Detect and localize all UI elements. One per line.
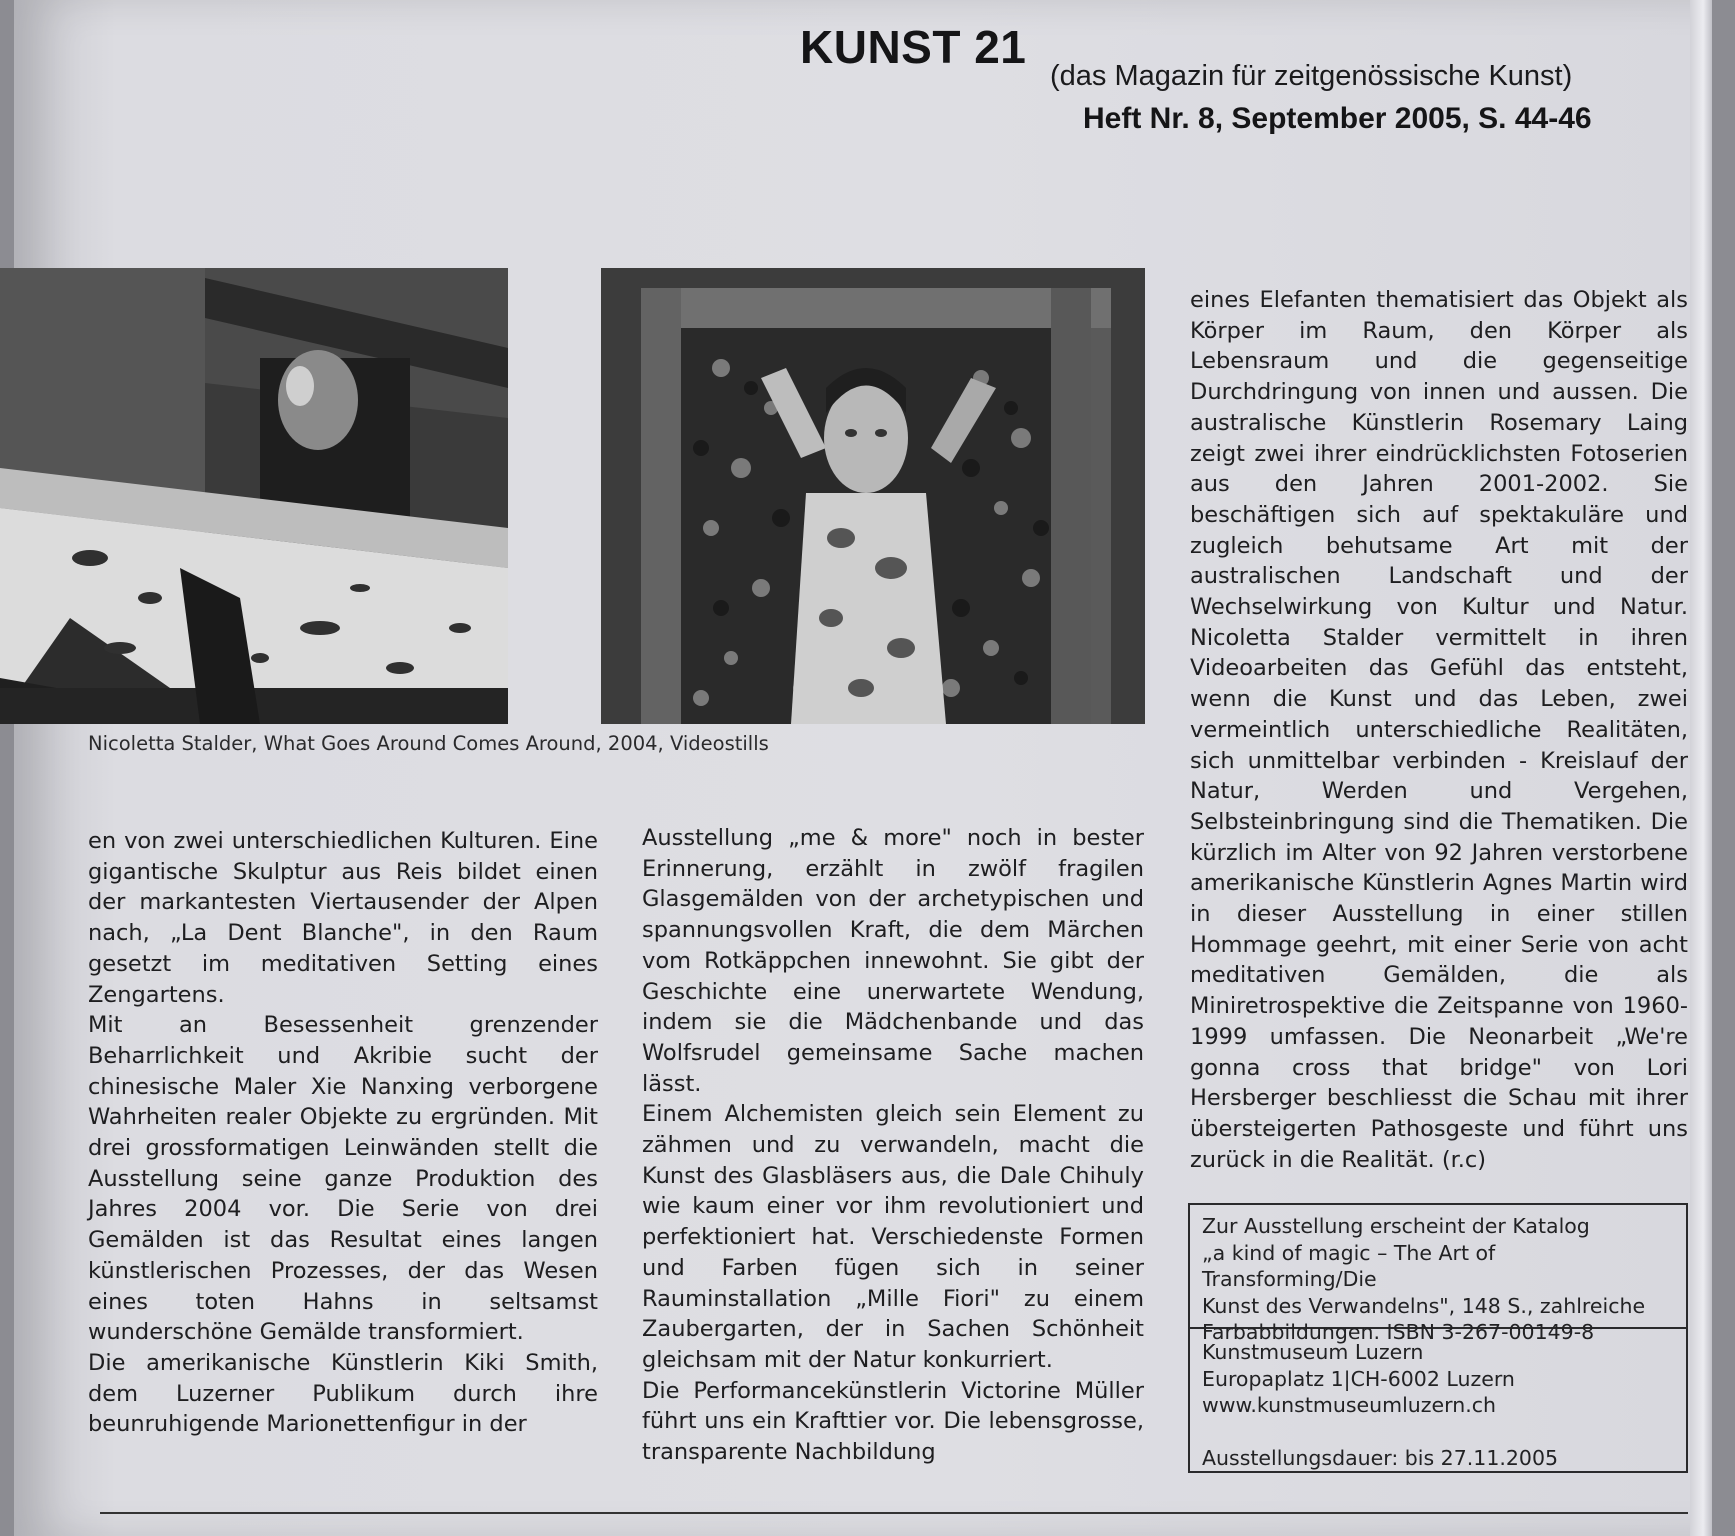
text-column-left (88, 826, 598, 1440)
text-column-middle (642, 823, 1144, 1468)
catalog-line: Farbabbildungen. ISBN 3-267-00149-8 (1202, 1320, 1595, 1344)
catalog-line: „a kind of magic – The Art of Transforming/Die (1202, 1240, 1496, 1291)
paragraph: Ausstellung „me & more" noch in bester Erinnerung, erzählt in zwölf fragilen Glasgemälden von der archetypischen und spannungsvollen Kraft, die dem Märchen vom Rotkäppchen innewohnt. Sie gibt der Geschichte eine unerwartete Wendung, indem sie die Mädchenbande und das Wolfsrudel gemeinsame Sache machen lässt. (642, 825, 1144, 1097)
paragraph: Die Performancekünstlerin Victorine Müller führt uns ein Krafttier vor. Die lebensgrosse, transparente Nachbildung (642, 1377, 1144, 1466)
page-edge (1690, 0, 1712, 1536)
bottom-divider (100, 1512, 1688, 1514)
catalog-info (1190, 1205, 1686, 1344)
museum-website: www.kunstmuseumluzern.ch (1202, 1393, 1496, 1417)
exhibition-duration: Ausstellungsdauer: bis 27.11.2005 (1202, 1445, 1559, 1470)
videostill-photo-left (0, 268, 508, 724)
museum-address: Europaplatz 1|CH-6002 Luzern (1202, 1366, 1515, 1391)
museum-info (1190, 1329, 1686, 1481)
paragraph: Einem Alchemisten gleich sein Element zu zähmen und zu verwandeln, macht die Kunst des Glasbläsers aus, die Dale Chihuly wie kaum einer vor ihm revolutioniert und perfektioniert hat. Verschiedenste Formen und Farben fügen sich in seiner Rauminstallation „Mille Fiori" zu einem Zaubergarten, der in Sachen Schönheit gleichsam mit der Natur konkurriert. (642, 1101, 1144, 1373)
paragraph: Die amerikanische Künstlerin Kiki Smith, dem Luzerner Publikum durch ihre beunruhigende Marionettenfigur in der (88, 1349, 598, 1438)
text-column-right (1190, 285, 1688, 1175)
paragraph: en von zwei unterschiedlichen Kulturen. Eine gigantische Skulptur aus Reis bildet einen der markantesten Viertausender der Alpen nach, „La Dent Blanche", in den Raum gesetzt im meditativen Setting eines Zengartens. (88, 828, 598, 1008)
magazine-subtitle: (das Magazin für zeitgenössische Kunst) (1050, 60, 1573, 92)
catalog-line: Kunst des Verwandelns", 148 S., zahlreiche (1202, 1293, 1646, 1318)
magazine-title: KUNST 21 (800, 21, 1027, 73)
issue-reference: Heft Nr. 8, September 2005, S. 44-46 (1083, 102, 1592, 135)
paragraph: Mit an Besessenheit grenzender Beharrlichkeit und Akribie sucht der chinesische Maler Xie Nanxing verborgene Wahrheiten realer Objekte zu ergründen. Mit drei grossformatigen Leinwänden stellt die Ausstellung seine ganze Produktion des Jahres 2004 vor. Die Serie von drei Gemälden ist das Resultat eines langen künstlerischen Prozesses, der das Wesen eines toten Hahns in seltsamst wunderschöne Gemälde transformiert. (88, 1012, 598, 1346)
exhibition-info-box (1188, 1203, 1688, 1473)
museum-name: Kunstmuseum Luzern (1202, 1340, 1424, 1364)
catalog-line: Zur Ausstellung erscheint der Katalog (1202, 1214, 1590, 1238)
paragraph: eines Elefanten thematisiert das Objekt als Körper im Raum, den Körper als Lebensraum und die gegenseitige Durchdringung von innen und aussen. Die australische Künstlerin Rosemary Laing zeigt zwei ihrer eindrücklichsten Fotoserien aus den Jahren 2001-2002. Sie beschäftigen sich auf spektakuläre und zugleich behutsame Art mit der australischen Landschaft und der Wechselwirkung von Kultur und Natur. Nicoletta Stalder vermittelt in ihren Videoarbeiten das Gefühl das entsteht, wenn die Kunst und das Leben, zwei vermeintlich unterschiedliche Realitäten, sich unmittelbar verbinden - Kreislauf der Natur, Werden und Vergehen, Selbsteinbringung sind die Thematiken. Die kürzlich im Alter von 92 Jahren verstorbene amerikanische Künstlerin Agnes Martin wird in dieser Ausstellung in einer stillen Hommage geehrt, mit einer Serie von acht meditativen Gemälden, die als Miniretrospektive die Zeitspanne von 1960-1999 umfassen. Die Neonarbeit „We're gonna cross that bridge" von Lori Hersberger beschliesst die Schau mit ihrer übersteigerten Pathosgeste und führt uns zurück in die Realität. (r.c) (1190, 287, 1688, 1173)
videostill-photo-right (601, 268, 1145, 724)
photo-caption: Nicoletta Stalder, What Goes Around Comes Around, 2004, Videostills (88, 732, 769, 755)
